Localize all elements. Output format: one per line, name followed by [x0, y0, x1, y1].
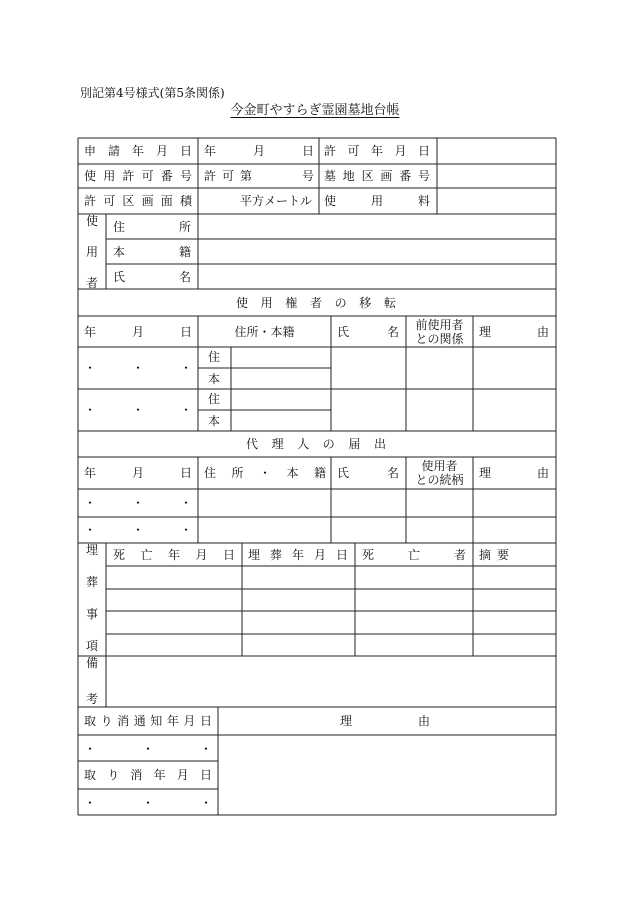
char: 代 [246, 437, 259, 451]
char: 取 [84, 714, 97, 728]
char: 月 [176, 768, 189, 782]
user-label-char: 使 [85, 214, 98, 228]
dot: ・ [199, 742, 212, 756]
char: 月 [195, 548, 208, 562]
char: 可 [347, 144, 360, 158]
cancel-date-label [84, 768, 212, 782]
permit-date-label [324, 144, 430, 158]
agent-col-address [204, 466, 326, 480]
transfer-col-relation [406, 318, 473, 346]
char: 請 [107, 144, 120, 158]
agent-row2-dots [84, 523, 192, 537]
char: 番 [399, 169, 412, 183]
burial-label [84, 543, 100, 653]
char: 移 [359, 296, 372, 310]
char: 区 [361, 169, 374, 183]
burial-col-deceased [362, 548, 466, 562]
char: 日 [199, 768, 212, 782]
char: 年 [153, 768, 166, 782]
char: 許 [204, 169, 217, 183]
permit-number-label [84, 169, 192, 183]
burial-col-summary [479, 548, 509, 562]
transfer-row1-sub-domicile: 本 [208, 372, 221, 386]
char: 月 [313, 548, 326, 562]
dot: ・ [84, 361, 97, 375]
char: 葬 [269, 548, 282, 562]
char: 許 [84, 194, 97, 208]
char: の [322, 437, 335, 451]
char: 月 [155, 144, 168, 158]
agent-col-reason-part: 由 [536, 466, 549, 480]
char: 号 [179, 169, 192, 183]
transfer-col-date-part: 日 [179, 325, 192, 339]
char: 住 [204, 466, 217, 480]
char: 本 [113, 245, 126, 259]
usage-fee-label [324, 194, 430, 208]
cancel-reason-header-part: 由 [417, 714, 430, 728]
transfer-row2-sub-domicile: 本 [208, 414, 221, 428]
char: 理 [271, 437, 284, 451]
transfer-col-date-part: 月 [131, 325, 144, 339]
page-title: 今金町やすらぎ霊園墓地台帳 [230, 103, 400, 118]
dot: ・ [179, 496, 192, 510]
char: 年 [167, 548, 180, 562]
char: 所 [231, 466, 244, 480]
char: 消 [130, 768, 143, 782]
char: 月 [183, 714, 196, 728]
char: 権 [285, 296, 298, 310]
application-date-label [84, 144, 192, 158]
agent-col-date [84, 466, 192, 480]
char: 地 [342, 169, 355, 183]
agent-col-reason [479, 466, 549, 480]
char: り [107, 768, 120, 782]
char: ・ [258, 466, 271, 480]
dot: ・ [131, 361, 144, 375]
dot: ・ [141, 742, 154, 756]
cancel-reason-header [340, 714, 430, 728]
agent-col-relation [406, 459, 473, 487]
char: 画 [141, 194, 154, 208]
dot: ・ [84, 796, 97, 810]
char: 所 [178, 220, 191, 234]
char: 本 [286, 466, 299, 480]
char: 面 [160, 194, 173, 208]
transfer-col-name-part: 名 [386, 325, 399, 339]
char: 申 [84, 144, 97, 158]
char: 日 [417, 144, 430, 158]
char: 月 [394, 144, 407, 158]
transfer-col-date [84, 325, 192, 339]
char: 用 [260, 296, 273, 310]
char: 知 [150, 714, 163, 728]
dot: ・ [84, 496, 97, 510]
dot: ・ [131, 496, 144, 510]
agent-col-date-part: 日 [179, 466, 192, 480]
date-y: 年 [204, 144, 217, 158]
cancel-row2-dots [84, 796, 212, 810]
char: 要 [496, 548, 509, 562]
agent-col-date-part: 年 [84, 466, 97, 480]
dot: ・ [141, 796, 154, 810]
dot: ・ [84, 403, 97, 417]
transfer-col-address: 住所・本籍 [234, 325, 295, 339]
dot: ・ [179, 361, 192, 375]
burial-label-char: 事 [85, 607, 98, 621]
char: 氏 [113, 270, 126, 284]
agent-row1-dots [84, 496, 192, 510]
burial-label-char: 埋 [85, 543, 98, 557]
char: 年 [166, 714, 179, 728]
agent-col-name-part: 氏 [337, 466, 350, 480]
transfer-col-name-part: 氏 [337, 325, 350, 339]
cancel-row1-dots [84, 742, 212, 756]
dot: ・ [84, 742, 97, 756]
cancel-reason-header-part: 理 [340, 714, 353, 728]
dot: ・ [179, 403, 192, 417]
dot: ・ [131, 403, 144, 417]
burial-col-deceased-part: 死 [362, 548, 375, 562]
transfer-col-relation-line: との関係 [415, 332, 464, 346]
char: 可 [141, 169, 154, 183]
transfer-row1-sub-address: 住 [208, 350, 221, 364]
transfer-col-date-part: 年 [84, 325, 97, 339]
cancel-notice-date-label [84, 714, 212, 728]
agent-col-relation-line: との続柄 [415, 473, 464, 487]
agent-title [246, 437, 386, 451]
remarks-label [84, 656, 100, 706]
char: 日 [222, 548, 235, 562]
user-label [84, 214, 100, 290]
user-label-char: 用 [85, 245, 98, 259]
char: の [334, 296, 347, 310]
char: 番 [160, 169, 173, 183]
char: 摘 [479, 548, 492, 562]
char: 可 [221, 169, 234, 183]
char: 住 [113, 220, 126, 234]
transfer-col-reason-part: 理 [479, 325, 492, 339]
char: 消 [117, 714, 130, 728]
user-name-label [113, 270, 191, 284]
transfer-row1-dots [84, 361, 192, 375]
char: 届 [348, 437, 361, 451]
char: 籍 [313, 466, 326, 480]
burial-col-deceased-part: 者 [453, 548, 466, 562]
burial-label-char: 項 [85, 639, 98, 653]
permit-no-suffix: 号 [302, 169, 315, 183]
burial-col-death-date [113, 548, 235, 562]
burial-col-burial-date [248, 548, 348, 562]
agent-col-name-part: 名 [386, 466, 399, 480]
char: 用 [103, 169, 116, 183]
transfer-col-name [337, 325, 399, 339]
area-unit: 平方メートル [240, 194, 313, 208]
char: 亡 [140, 548, 153, 562]
char: 通 [133, 714, 146, 728]
char: 用 [370, 194, 383, 208]
dot: ・ [131, 523, 144, 537]
char: 積 [179, 194, 192, 208]
char: 日 [199, 714, 212, 728]
user-address-label [113, 220, 191, 234]
char: 使 [324, 194, 337, 208]
transfer-col-reason-part: 由 [536, 325, 549, 339]
char: 第 [239, 169, 252, 183]
char: 墓 [324, 169, 337, 183]
transfer-row2-dots [84, 403, 192, 417]
permit-no-prefix [204, 169, 252, 183]
char: 料 [417, 194, 430, 208]
char: 年 [131, 144, 144, 158]
agent-col-relation-line: 使用者 [421, 459, 458, 473]
char: 者 [309, 296, 322, 310]
burial-label-char: 葬 [85, 575, 98, 589]
char: 日 [335, 548, 348, 562]
char: 日 [179, 144, 192, 158]
dot: ・ [199, 796, 212, 810]
char: 出 [373, 437, 386, 451]
char: 名 [178, 270, 191, 284]
char: 許 [324, 144, 337, 158]
agent-col-reason-part: 理 [479, 466, 492, 480]
remarks-label-char: 備 [85, 656, 98, 670]
char: り [100, 714, 113, 728]
char: 籍 [178, 245, 191, 259]
char: 使 [236, 296, 249, 310]
plot-number-label [324, 169, 430, 183]
char: 号 [417, 169, 430, 183]
char: 使 [84, 169, 97, 183]
dot: ・ [84, 523, 97, 537]
char: 年 [370, 144, 383, 158]
char: 取 [84, 768, 97, 782]
char: 年 [291, 548, 304, 562]
plot-area-label [84, 194, 192, 208]
user-label-char: 者 [85, 276, 98, 290]
char: 埋 [248, 548, 261, 562]
char: 死 [113, 548, 126, 562]
agent-col-date-part: 月 [131, 466, 144, 480]
char: 区 [122, 194, 135, 208]
user-domicile-label [113, 245, 191, 259]
remarks-label-char: 考 [85, 692, 98, 706]
agent-col-name [337, 466, 399, 480]
transfer-col-relation-line: 前使用者 [415, 318, 464, 332]
char: 人 [297, 437, 310, 451]
char: 可 [103, 194, 116, 208]
char: 画 [380, 169, 393, 183]
date-d: 日 [302, 144, 315, 158]
dot: ・ [179, 523, 192, 537]
transfer-col-reason [479, 325, 549, 339]
char: 許 [122, 169, 135, 183]
date-m: 月 [253, 144, 266, 158]
transfer-title [236, 296, 396, 310]
transfer-row2-sub-address: 住 [208, 392, 221, 406]
form-ref: 別記第4号様式(第5条関係) [80, 86, 225, 100]
char: 転 [383, 296, 396, 310]
burial-col-deceased-part: 亡 [407, 548, 420, 562]
